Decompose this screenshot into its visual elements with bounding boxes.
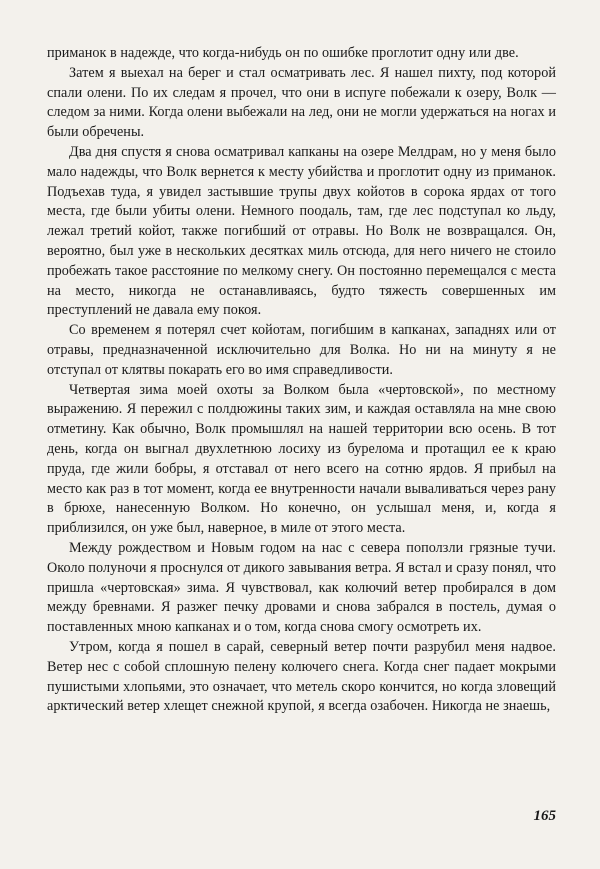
paragraph-continued: приманок в надежде, что когда-нибудь он по ошибке проглотит одну или две. bbox=[47, 45, 519, 61]
body-text bbox=[47, 44, 556, 717]
paragraph: Четвертая зима моей охоты за Волком была «чертовской», по местному выражению. Я пережил с полдюжины таких зим, и каждая оставляла на мне свою отметину. Как обычно, Волк промышлял на нашей территории всю осень. В тот день, когда он выгнал двухлетнюю лосиху из бурелома и протащил ее к краю пруда, где жили бобры, я отставал от него всего на сотню ярдов. Я прибыл на место как раз в тот момент, когда ее внутренности начали вываливаться через рану в брюхе, нанесенную Волком. Но конечно, он услышал меня, и, когда я приблизился, он уже был, наверное, в миле от этого места. bbox=[47, 381, 556, 537]
paragraph: Со временем я потерял счет койотам, погибшим в капканах, западнях или от отравы, предназначенной исключительно для Волка. Но ни на минуту я не отступал от клятвы покарать его во имя справедливости. bbox=[47, 322, 556, 378]
paragraph: Между рождеством и Новым годом на нас с севера поползли грязные тучи. Около полуночи я проснулся от дикого завывания ветра. Я встал и сразу понял, что пришла «чертовская» зима. Я чувствовал, как колючий ветер пробирался в дом между бревнами. Я разжег печку дровами и снова забрался в постель, думая о поставленных мною капканах и о том, когда снова смогу осмотреть их. bbox=[47, 539, 556, 636]
paragraph: Затем я выехал на берег и стал осматривать лес. Я нашел пихту, под которой спали олени. По их следам я прочел, что они в испуге побежали к озеру, Волк — следом за ними. Когда олени выбежали на лед, они не могли удержаться на ногах и были обречены. bbox=[47, 64, 556, 141]
paragraph: Утром, когда я пошел в сарай, северный ветер почти разрубил меня надвое. Ветер нес с собой сплошную пелену колючего снега. Когда снег падает мокрыми пушистыми хлопьями, это означает, что метель скоро кончится, но когда зловещий арктический ветер хлещет снежной крупой, я всегда озабочен. Никогда не знаешь, bbox=[47, 638, 556, 715]
page-number: 165 bbox=[533, 808, 556, 824]
paragraph: Два дня спустя я снова осматривал капканы на озере Мелдрам, но у меня было мало надежды, что Волк вернется к месту убийства и проглотит одну из приманок. Подъехав туда, я увидел застывшие трупы двух койотов в сорока ярдах от того места, где были убиты олени. Немного поодаль, там, где лес подступал ко льду, лежал третий койот, также погибший от отравы. Но Волк не возвращался. Он, вероятно, был уже в нескольких десятках миль отсюда, для него ничего не стоило пробежать такое расстояние по мелкому снегу. Он постоянно перемещался с места на место, никогда не останавливаясь, будто тяжесть совершенных им преступлений не давала ему покоя. bbox=[47, 143, 556, 319]
